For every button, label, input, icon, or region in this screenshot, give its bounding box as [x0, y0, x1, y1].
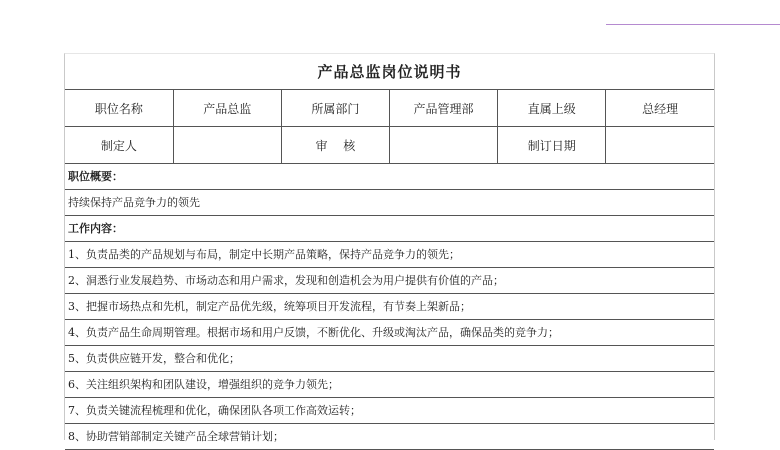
- author-value[interactable]: [173, 127, 281, 164]
- supervisor-value[interactable]: 总经理: [606, 90, 714, 127]
- date-value[interactable]: [606, 127, 714, 164]
- duty-item[interactable]: 8、协助营销部制定关键产品全球营销计划；: [65, 424, 714, 450]
- supervisor-label: 直属上级: [498, 90, 606, 127]
- duty-item[interactable]: 3、把握市场热点和先机，制定产品优先级，统筹项目开发流程，有节奏上架新品；: [65, 294, 714, 320]
- summary-text[interactable]: 持续保持产品竞争力的领先: [65, 190, 714, 216]
- header-row-approval: [65, 127, 714, 164]
- department-label: 所属部门: [281, 90, 389, 127]
- duties-heading: 工作内容：: [65, 216, 714, 242]
- reviewer-value[interactable]: [389, 127, 497, 164]
- author-label: 制定人: [65, 127, 173, 164]
- duty-item[interactable]: 4、负责产品生命周期管理。根据市场和用户反馈，不断优化、升级或淘汰产品，确保品类的竞争力；: [65, 320, 714, 346]
- date-label: 制订日期: [498, 127, 606, 164]
- position-name-label: 职位名称: [65, 90, 173, 127]
- position-name-value[interactable]: 产品总监: [173, 90, 281, 127]
- duty-item[interactable]: 2、洞悉行业发展趋势、市场动态和用户需求，发现和创造机会为用户提供有价值的产品；: [65, 268, 714, 294]
- document-title: 产品总监岗位说明书: [65, 54, 714, 90]
- reviewer-label: 审 核: [281, 127, 389, 164]
- duty-item[interactable]: 1、负责品类的产品规划与布局，制定中长期产品策略，保持产品竞争力的领先；: [65, 242, 714, 268]
- duty-item[interactable]: 5、负责供应链开发，整合和优化；: [65, 346, 714, 372]
- summary-heading: 职位概要：: [65, 164, 714, 190]
- duty-item[interactable]: 6、关注组织架构和团队建设，增强组织的竞争力领先；: [65, 372, 714, 398]
- header-row-position: [65, 90, 714, 127]
- job-description-document: [64, 53, 715, 443]
- decorative-accent-line: [606, 24, 780, 25]
- duty-item[interactable]: 7、负责关键流程梳理和优化，确保团队各项工作高效运转；: [65, 398, 714, 424]
- header-table: [65, 90, 714, 164]
- department-value[interactable]: 产品管理部: [389, 90, 497, 127]
